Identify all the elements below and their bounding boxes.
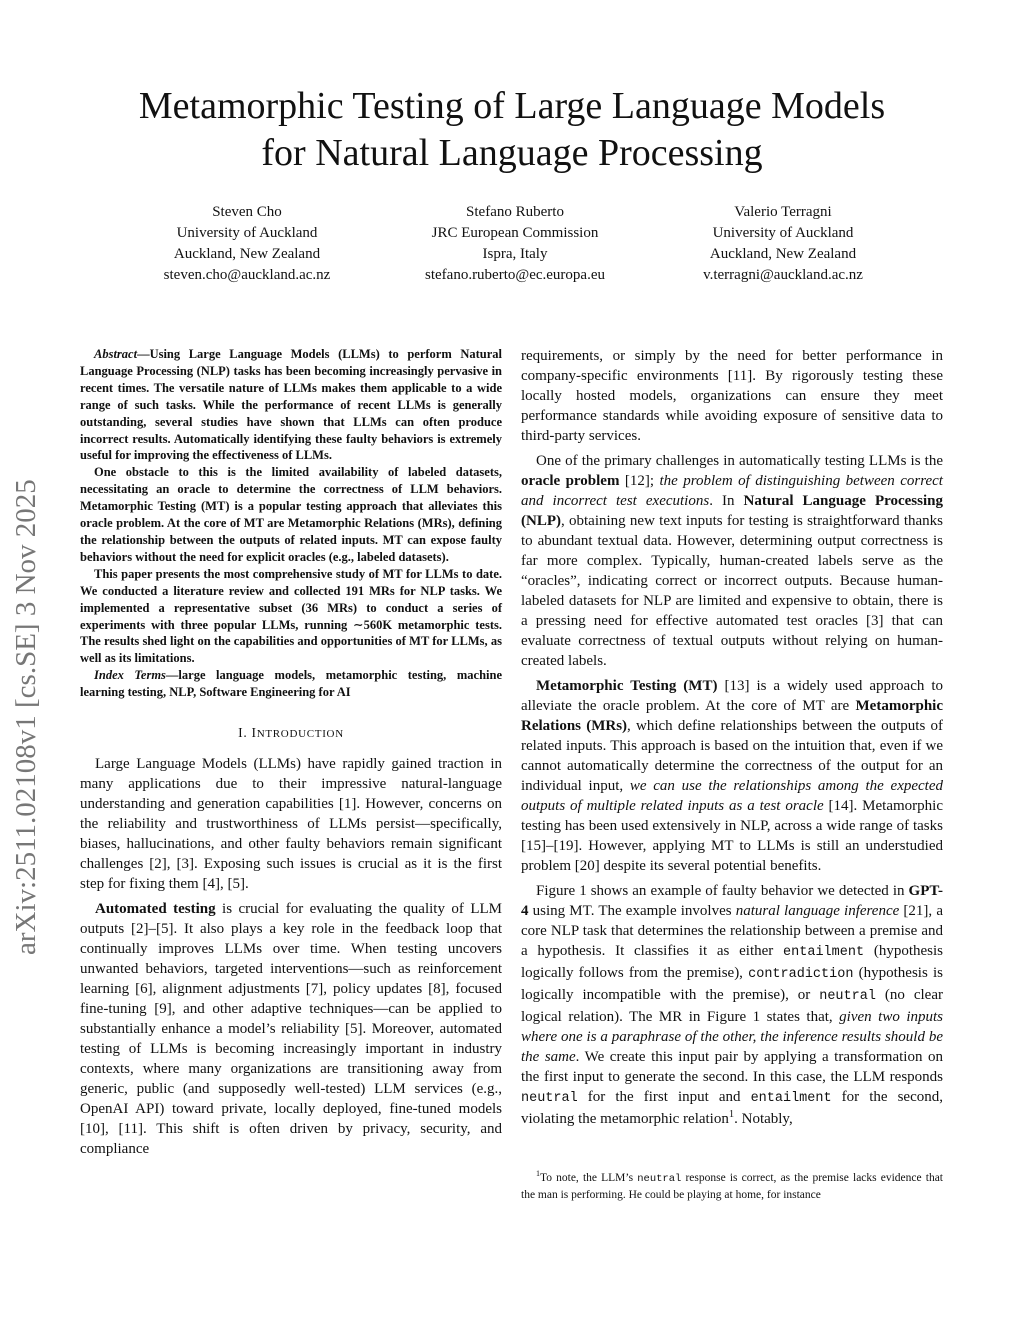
abstract-paragraph-3: This paper presents the most comprehensive study of MT for LLMs to date. We conducted a literature review and collected 191 MRs for NLP tasks. We implemented a representative subset (36 MRs) to conduct a series of experiments with three popular LLMs, running ∼560K metamorphic tests. The results shed light on the capabilities and opportunities of MT for LLMs, as well as its limitations.: [80, 566, 502, 666]
title-line-2: for Natural Language Processing: [261, 132, 763, 174]
text-span: One of the primary challenges in automatically testing LLMs is the: [536, 453, 943, 469]
author-block-1: [97, 202, 397, 286]
left-column: [80, 346, 502, 1159]
author-affiliation: University of Auckland: [176, 225, 318, 241]
text-span: . Notably,: [734, 1111, 793, 1127]
gpt4-term: GPT-4: [521, 883, 943, 919]
intro-paragraph-2: [80, 899, 502, 1159]
mt-intuition: we can use the relationships among the expected outputs of multiple related inputs as a test oracle: [521, 778, 943, 814]
text-span: for the second, violating the metamorphic relation: [521, 1089, 943, 1127]
index-terms-label: Index Terms: [94, 668, 166, 683]
text-span: (hypothesis is logically incompatible with the premise), or: [521, 965, 943, 1003]
text-span: To note, the LLM’s: [540, 1172, 638, 1184]
mt-term: Metamorphic Testing (MT): [536, 678, 718, 694]
text-span: Figure 1 shows an example of faulty behavior we detected in: [536, 883, 909, 899]
mr-term: Metamorphic Relations (MRs): [521, 698, 943, 734]
author-email: steven.cho@auckland.ac.nz: [163, 267, 331, 283]
code-neutral: neutral: [521, 1091, 578, 1106]
oracle-definition: the problem of distinguishing between correct and incorrect test executions: [521, 473, 943, 509]
author-name: Stefano Ruberto: [466, 204, 564, 220]
text-span: (no clear logical relation). The MR in Figure 1 states that,: [521, 987, 943, 1025]
text-span: [14]. Metamorphic testing has been used extensively in NLP, across a wide range of tasks [15]–[19]. However, applying MT to LLMs is still an understudied problem [20] despite its several potential benefits.: [521, 798, 943, 874]
paper-title: [0, 83, 1024, 177]
abstract-text-1: Using Large Language Models (LLMs) to perform Natural Language Processing (NLP) tasks has been becoming increasingly pervasive in recent times. The versatile nature of LLMs makes them applicable to a wide range of such tasks. While the performance of recent LLMs is generally outstanding, several studies have shown that LLMs can often produce incorrect results. Automatically identifying these faulty behaviors is extremely useful for improving the effectiveness of LLMs.: [80, 347, 502, 463]
nlp-term: Natural Language Processing (NLP): [521, 493, 943, 529]
footnote: [521, 1170, 943, 1203]
author-email: v.terragni@auckland.ac.nz: [703, 267, 863, 283]
right-paragraph-oracle: [521, 451, 943, 671]
automated-testing-term: Automated testing: [95, 901, 216, 918]
author-email: stefano.ruberto@ec.europa.eu: [425, 267, 605, 283]
section-number: I.: [238, 725, 248, 741]
section-heading-introduction: [80, 723, 502, 744]
code-neutral: neutral: [637, 1173, 682, 1185]
code-entailment: entailment: [750, 1091, 832, 1106]
code-contradiction: contradiction: [748, 967, 854, 982]
index-terms: Index Terms—large language models, metamorphic testing, machine learning testing, NLP, Software Engineering for AI: [80, 668, 502, 700]
author-name: Steven Cho: [212, 204, 282, 220]
text-span: , obtaining new text inputs for testing is straightforward thanks to abundant textual data. However, determining output correctness is far more complex. Typically, human-created labels serve as the “oracles”, indicating correct or incorrect outputs. Because human-labeled datasets for NLP are limited and expensive to obtain, there is a pressing need for effective automated test oracles [3] that can evaluate correctness of textual outputs without relying on human-created labels.: [521, 513, 943, 669]
code-neutral: neutral: [819, 989, 876, 1004]
author-affiliation: JRC European Commission: [431, 225, 599, 241]
abstract-paragraph-2: One obstacle to this is the limited availability of labeled datasets, necessitating an oracle to determine the correctness of LLM behaviors. Metamorphic Testing (MT) is a popular testing approach that alleviates this oracle problem. At the core of MT are Metamorphic Relations (MRs), defining the relationship between the outputs of related inputs. MT can expose faulty behaviors without the need for explicit oracles (e.g., labeled datasets).: [80, 465, 502, 564]
author-block-2: [365, 202, 665, 286]
title-line-1: Metamorphic Testing of Large Language Models: [138, 85, 886, 127]
right-paragraph-figure1: [521, 881, 943, 1129]
footnote-marker: 1: [728, 1109, 735, 1120]
author-name: Valerio Terragni: [734, 204, 832, 220]
index-terms-text: large language models, metamorphic testing, machine learning testing, NLP, Software Engineering for AI: [80, 668, 502, 700]
author-location: Auckland, New Zealand: [173, 246, 321, 262]
text-span: (hypothesis logically follows from the premise),: [521, 943, 943, 981]
text-span: . We create this input pair by applying a transformation on the first input to generate the second. In this case, the LLM responds: [521, 1049, 943, 1085]
text-span: [21], a core NLP task that determines the relationship between a premise and a hypothesis. It classifies it as either: [521, 903, 943, 959]
text-span: response is correct, as the premise lacks evidence that the man is performing. He could be playing at home, for instance: [521, 1172, 943, 1201]
abstract-label: Abstract: [94, 347, 138, 361]
intro-paragraph-2-text: is crucial for evaluating the quality of LLM outputs [2]–[5]. It also plays a key role in the feedback loop that continually improves LLMs over time. When testing uncovers unwanted behaviors, targeted interventions—such as reinforcement learning [6], alignment adjustments [7], policy updates [8], focused fine-tuning [9], and other adaptive techniques—can be applied to substantially enhance a model’s reliability [5]. Moreover, automated testing of LLMs is becoming increasingly important in industry contexts, where many organizations are transitioning away from generic, public (and supposedly well-tested) LLM services (e.g., OpenAI API) toward private, locally deployed, fine-tuned models [10], [11]. This shift is often driven by privacy, security, and compliance: [80, 901, 502, 1158]
text-span: , which define relationships between the outputs of related inputs. This approach is based on the intuition that, even if we cannot automatically determine the correctness of the output for an individual input,: [521, 718, 943, 794]
section-rest: NTRODUCTION: [256, 728, 344, 741]
nli-term: natural language inference: [735, 903, 900, 919]
mr-statement: given two inputs where one is a paraphrase of the other, the inference results should be the same: [521, 1009, 943, 1065]
arxiv-stamp: arXiv:2511.02108v1 [cs.SE] 3 Nov 2025: [10, 479, 42, 955]
code-entailment: entailment: [783, 945, 865, 960]
author-location: Ispra, Italy: [482, 246, 548, 262]
author-block-3: [633, 202, 933, 286]
oracle-problem-term: oracle problem: [521, 473, 620, 489]
text-span: for the first input and: [577, 1089, 751, 1105]
text-span: [12];: [619, 473, 660, 489]
right-paragraph-mt: [521, 676, 943, 876]
footnote-number: 1: [536, 1169, 541, 1179]
abstract-paragraph-1: Abstract—Using Large Language Models (LLMs) to perform Natural Language Processing (NLP) tasks has been becoming increasingly pervasive in recent times. The versatile nature of LLMs makes them applicable to a wide range of such tasks. While the performance of recent LLMs is generally outstanding, several studies have shown that LLMs can often produce incorrect results. Automatically identifying these faulty behaviors is extremely useful for improving the effectiveness of LLMs.: [80, 347, 502, 463]
right-paragraph-continued: requirements, or simply by the need for better performance in company-specific environments [11]. By rigorously testing these locally hosted models, organizations can ensure they meet performance standards while avoiding exposure of sensitive data to third-party services.: [521, 348, 943, 444]
section-first-letter: I: [251, 725, 257, 741]
author-affiliation: University of Auckland: [712, 225, 854, 241]
intro-paragraph-1: Large Language Models (LLMs) have rapidly gained traction in many applications due to their impressive natural-language understanding and generation capabilities [1]. However, concerns on the reliability and trustworthiness of LLMs persist—specifically, biases, hallucinations, and other faulty behaviors remain significant challenges [2], [3]. Exposing such issues is crucial as it is the first step for fixing them [4], [5].: [80, 756, 502, 893]
text-span: . In: [709, 493, 744, 509]
right-column: [521, 346, 943, 1129]
author-location: Auckland, New Zealand: [709, 246, 857, 262]
text-span: [13] is a widely used approach to alleviate the oracle problem. At the core of MT are: [521, 678, 944, 714]
text-span: using MT. The example involves: [528, 903, 736, 919]
